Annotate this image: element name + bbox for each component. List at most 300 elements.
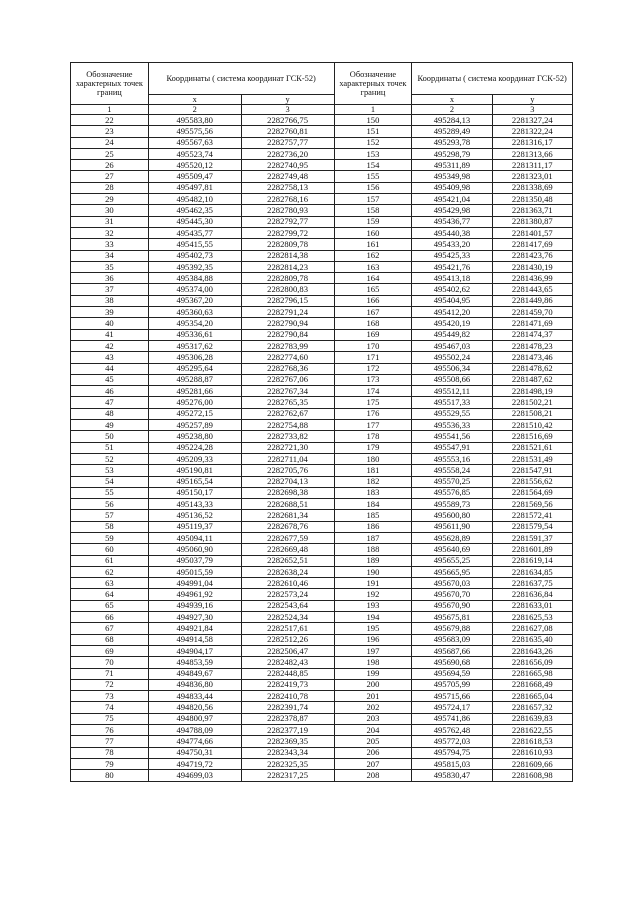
point-id-right: 198 bbox=[334, 657, 412, 668]
point-id-left: 68 bbox=[71, 634, 149, 645]
x-right: 495553,16 bbox=[412, 453, 492, 464]
point-id-left: 53 bbox=[71, 465, 149, 476]
point-id-right: 178 bbox=[334, 431, 412, 442]
x-right: 495420,19 bbox=[412, 318, 492, 329]
x-left: 495272,15 bbox=[148, 408, 241, 419]
x-left: 495281,66 bbox=[148, 386, 241, 397]
point-id-left: 67 bbox=[71, 623, 149, 634]
x-right: 495402,62 bbox=[412, 284, 492, 295]
point-id-right: 172 bbox=[334, 363, 412, 374]
point-id-right: 171 bbox=[334, 352, 412, 363]
point-id-right: 169 bbox=[334, 329, 412, 340]
x-left: 495238,80 bbox=[148, 431, 241, 442]
table-row bbox=[71, 420, 573, 431]
x-right: 495467,03 bbox=[412, 340, 492, 351]
table-row bbox=[71, 352, 573, 363]
table-row bbox=[71, 442, 573, 453]
x-right: 495815,03 bbox=[412, 758, 492, 769]
y-left: 2282790,84 bbox=[241, 329, 334, 340]
y-left: 2282757,77 bbox=[241, 137, 334, 148]
x-left: 495415,55 bbox=[148, 239, 241, 250]
point-id-left: 62 bbox=[71, 566, 149, 577]
point-id-right: 176 bbox=[334, 408, 412, 419]
point-id-right: 159 bbox=[334, 216, 412, 227]
y-right: 2281380,87 bbox=[492, 216, 572, 227]
x-right: 495640,69 bbox=[412, 544, 492, 555]
point-id-left: 59 bbox=[71, 532, 149, 543]
point-id-right: 206 bbox=[334, 747, 412, 758]
table-row bbox=[71, 487, 573, 498]
table-row bbox=[71, 329, 573, 340]
x-right: 495541,56 bbox=[412, 431, 492, 442]
point-id-right: 164 bbox=[334, 273, 412, 284]
x-right: 495715,66 bbox=[412, 691, 492, 702]
x-left: 494961,92 bbox=[148, 589, 241, 600]
column-number-1-right: 1 bbox=[334, 105, 412, 115]
point-id-left: 54 bbox=[71, 476, 149, 487]
x-right: 495421,04 bbox=[412, 194, 492, 205]
y-right: 2281327,24 bbox=[492, 115, 572, 126]
point-id-left: 23 bbox=[71, 126, 149, 137]
table-row bbox=[71, 386, 573, 397]
y-right: 2281572,41 bbox=[492, 510, 572, 521]
x-right: 495762,48 bbox=[412, 725, 492, 736]
x-left: 495583,80 bbox=[148, 115, 241, 126]
y-right: 2281610,93 bbox=[492, 747, 572, 758]
y-left: 2282573,24 bbox=[241, 589, 334, 600]
table-header-row bbox=[71, 63, 573, 95]
x-left: 495435,77 bbox=[148, 227, 241, 238]
y-right: 2281627,08 bbox=[492, 623, 572, 634]
point-id-right: 166 bbox=[334, 295, 412, 306]
point-id-right: 150 bbox=[334, 115, 412, 126]
point-id-left: 30 bbox=[71, 205, 149, 216]
table-row bbox=[71, 307, 573, 318]
point-id-right: 158 bbox=[334, 205, 412, 216]
table-row bbox=[71, 318, 573, 329]
x-left: 494750,31 bbox=[148, 747, 241, 758]
x-right: 495830,47 bbox=[412, 770, 492, 781]
y-right: 2281487,62 bbox=[492, 374, 572, 385]
y-right: 2281459,70 bbox=[492, 307, 572, 318]
coordinates-table bbox=[70, 62, 573, 782]
table-row bbox=[71, 499, 573, 510]
point-id-left: 79 bbox=[71, 758, 149, 769]
x-right: 495589,73 bbox=[412, 499, 492, 510]
table-row bbox=[71, 397, 573, 408]
point-id-left: 46 bbox=[71, 386, 149, 397]
x-right: 495289,49 bbox=[412, 126, 492, 137]
y-left: 2282524,34 bbox=[241, 612, 334, 623]
y-right: 2281449,86 bbox=[492, 295, 572, 306]
y-left: 2282705,76 bbox=[241, 465, 334, 476]
point-id-right: 152 bbox=[334, 137, 412, 148]
y-right: 2281601,89 bbox=[492, 544, 572, 555]
y-right: 2281656,09 bbox=[492, 657, 572, 668]
x-right: 495284,13 bbox=[412, 115, 492, 126]
y-right: 2281510,42 bbox=[492, 420, 572, 431]
point-id-right: 177 bbox=[334, 420, 412, 431]
y-right: 2281591,37 bbox=[492, 532, 572, 543]
table-row bbox=[71, 171, 573, 182]
y-left: 2282765,35 bbox=[241, 397, 334, 408]
point-id-right: 194 bbox=[334, 612, 412, 623]
x-left: 494853,59 bbox=[148, 657, 241, 668]
x-right: 495794,75 bbox=[412, 747, 492, 758]
point-id-right: 208 bbox=[334, 770, 412, 781]
point-id-left: 58 bbox=[71, 521, 149, 532]
y-left: 2282814,38 bbox=[241, 250, 334, 261]
x-right: 495436,77 bbox=[412, 216, 492, 227]
point-id-right: 180 bbox=[334, 453, 412, 464]
table-row bbox=[71, 521, 573, 532]
x-left: 495497,81 bbox=[148, 182, 241, 193]
y-right: 2281643,26 bbox=[492, 645, 572, 656]
point-id-right: 185 bbox=[334, 510, 412, 521]
point-id-left: 33 bbox=[71, 239, 149, 250]
y-left: 2282799,72 bbox=[241, 227, 334, 238]
table-row bbox=[71, 612, 573, 623]
y-right: 2281471,69 bbox=[492, 318, 572, 329]
point-id-right: 155 bbox=[334, 171, 412, 182]
y-left: 2282512,26 bbox=[241, 634, 334, 645]
table-row bbox=[71, 691, 573, 702]
x-right: 495600,80 bbox=[412, 510, 492, 521]
x-right: 495404,95 bbox=[412, 295, 492, 306]
table-row bbox=[71, 205, 573, 216]
point-id-left: 22 bbox=[71, 115, 149, 126]
table-row bbox=[71, 182, 573, 193]
point-id-right: 183 bbox=[334, 487, 412, 498]
table-row bbox=[71, 126, 573, 137]
x-left: 495015,59 bbox=[148, 566, 241, 577]
x-right: 495628,89 bbox=[412, 532, 492, 543]
table-row bbox=[71, 623, 573, 634]
y-left: 2282768,36 bbox=[241, 363, 334, 374]
column-number-2-right: 2 bbox=[412, 105, 492, 115]
x-right: 495724,17 bbox=[412, 702, 492, 713]
table-row bbox=[71, 532, 573, 543]
y-right: 2281564,69 bbox=[492, 487, 572, 498]
point-id-right: 168 bbox=[334, 318, 412, 329]
y-right: 2281350,48 bbox=[492, 194, 572, 205]
y-left: 2282377,19 bbox=[241, 725, 334, 736]
x-right: 495449,82 bbox=[412, 329, 492, 340]
table-row bbox=[71, 544, 573, 555]
y-left: 2282610,46 bbox=[241, 578, 334, 589]
point-id-right: 182 bbox=[334, 476, 412, 487]
x-left: 495150,17 bbox=[148, 487, 241, 498]
point-id-left: 24 bbox=[71, 137, 149, 148]
point-id-left: 48 bbox=[71, 408, 149, 419]
y-left: 2282762,67 bbox=[241, 408, 334, 419]
y-right: 2281531,49 bbox=[492, 453, 572, 464]
point-id-left: 51 bbox=[71, 442, 149, 453]
x-header-left: x bbox=[148, 95, 241, 105]
x-right: 495429,98 bbox=[412, 205, 492, 216]
table-row bbox=[71, 758, 573, 769]
x-left: 494849,67 bbox=[148, 668, 241, 679]
x-right: 495687,66 bbox=[412, 645, 492, 656]
point-id-right: 188 bbox=[334, 544, 412, 555]
x-left: 495306,28 bbox=[148, 352, 241, 363]
x-right: 495440,38 bbox=[412, 227, 492, 238]
x-left: 494774,66 bbox=[148, 736, 241, 747]
y-right: 2281502,21 bbox=[492, 397, 572, 408]
point-id-left: 74 bbox=[71, 702, 149, 713]
table-row bbox=[71, 227, 573, 238]
x-left: 495336,61 bbox=[148, 329, 241, 340]
x-left: 495037,79 bbox=[148, 555, 241, 566]
table-row bbox=[71, 465, 573, 476]
y-right: 2281423,76 bbox=[492, 250, 572, 261]
x-right: 495413,18 bbox=[412, 273, 492, 284]
column-number-3-right: 3 bbox=[492, 105, 572, 115]
y-left: 2282517,61 bbox=[241, 623, 334, 634]
point-id-left: 56 bbox=[71, 499, 149, 510]
y-left: 2282378,87 bbox=[241, 713, 334, 724]
y-left: 2282733,82 bbox=[241, 431, 334, 442]
point-id-right: 195 bbox=[334, 623, 412, 634]
point-id-left: 26 bbox=[71, 160, 149, 171]
point-label-header-left: Обозначение характерных точек границ bbox=[71, 63, 149, 105]
x-left: 495136,52 bbox=[148, 510, 241, 521]
table-row bbox=[71, 453, 573, 464]
y-left: 2282419,73 bbox=[241, 679, 334, 690]
x-right: 495741,86 bbox=[412, 713, 492, 724]
point-id-left: 64 bbox=[71, 589, 149, 600]
y-left: 2282767,34 bbox=[241, 386, 334, 397]
table-row bbox=[71, 216, 573, 227]
y-right: 2281618,53 bbox=[492, 736, 572, 747]
point-id-right: 179 bbox=[334, 442, 412, 453]
table-row bbox=[71, 273, 573, 284]
x-right: 495690,68 bbox=[412, 657, 492, 668]
x-left: 495509,47 bbox=[148, 171, 241, 182]
x-left: 495060,90 bbox=[148, 544, 241, 555]
x-right: 495508,66 bbox=[412, 374, 492, 385]
x-left: 495445,30 bbox=[148, 216, 241, 227]
y-left: 2282768,16 bbox=[241, 194, 334, 205]
y-left: 2282766,75 bbox=[241, 115, 334, 126]
x-left: 495567,63 bbox=[148, 137, 241, 148]
x-right: 495311,89 bbox=[412, 160, 492, 171]
table-row bbox=[71, 261, 573, 272]
point-id-right: 151 bbox=[334, 126, 412, 137]
point-id-left: 76 bbox=[71, 725, 149, 736]
table-row bbox=[71, 374, 573, 385]
point-id-left: 63 bbox=[71, 578, 149, 589]
x-right: 495547,91 bbox=[412, 442, 492, 453]
x-left: 494820,56 bbox=[148, 702, 241, 713]
point-id-left: 69 bbox=[71, 645, 149, 656]
y-left: 2282543,64 bbox=[241, 600, 334, 611]
x-left: 495165,54 bbox=[148, 476, 241, 487]
table-row bbox=[71, 340, 573, 351]
y-right: 2281639,83 bbox=[492, 713, 572, 724]
table-row bbox=[71, 679, 573, 690]
y-right: 2281633,01 bbox=[492, 600, 572, 611]
point-id-right: 181 bbox=[334, 465, 412, 476]
y-left: 2282448,85 bbox=[241, 668, 334, 679]
point-id-left: 43 bbox=[71, 352, 149, 363]
point-id-left: 32 bbox=[71, 227, 149, 238]
point-id-right: 203 bbox=[334, 713, 412, 724]
y-left: 2282758,13 bbox=[241, 182, 334, 193]
x-left: 495520,12 bbox=[148, 160, 241, 171]
x-left: 495288,87 bbox=[148, 374, 241, 385]
table-row bbox=[71, 115, 573, 126]
y-left: 2282369,35 bbox=[241, 736, 334, 747]
point-id-right: 192 bbox=[334, 589, 412, 600]
table-row bbox=[71, 634, 573, 645]
y-right: 2281521,61 bbox=[492, 442, 572, 453]
table-row bbox=[71, 657, 573, 668]
x-right: 495665,95 bbox=[412, 566, 492, 577]
point-id-right: 165 bbox=[334, 284, 412, 295]
point-id-left: 72 bbox=[71, 679, 149, 690]
y-right: 2281508,21 bbox=[492, 408, 572, 419]
y-left: 2282809,78 bbox=[241, 273, 334, 284]
y-left: 2282749,48 bbox=[241, 171, 334, 182]
x-right: 495421,76 bbox=[412, 261, 492, 272]
y-left: 2282783,99 bbox=[241, 340, 334, 351]
point-id-right: 163 bbox=[334, 261, 412, 272]
x-right: 495611,90 bbox=[412, 521, 492, 532]
point-id-left: 71 bbox=[71, 668, 149, 679]
point-id-left: 34 bbox=[71, 250, 149, 261]
point-id-right: 175 bbox=[334, 397, 412, 408]
point-id-right: 191 bbox=[334, 578, 412, 589]
column-number-3-left: 3 bbox=[241, 105, 334, 115]
x-left: 495402,73 bbox=[148, 250, 241, 261]
point-id-right: 202 bbox=[334, 702, 412, 713]
point-id-left: 38 bbox=[71, 295, 149, 306]
table-row bbox=[71, 736, 573, 747]
x-left: 495257,89 bbox=[148, 420, 241, 431]
x-left: 495190,81 bbox=[148, 465, 241, 476]
point-id-left: 55 bbox=[71, 487, 149, 498]
table-row bbox=[71, 725, 573, 736]
x-right: 495670,70 bbox=[412, 589, 492, 600]
y-left: 2282698,38 bbox=[241, 487, 334, 498]
y-right: 2281665,98 bbox=[492, 668, 572, 679]
table-row bbox=[71, 645, 573, 656]
y-right: 2281338,69 bbox=[492, 182, 572, 193]
point-id-right: 204 bbox=[334, 725, 412, 736]
y-right: 2281474,37 bbox=[492, 329, 572, 340]
x-left: 495360,63 bbox=[148, 307, 241, 318]
table-row bbox=[71, 747, 573, 758]
point-id-right: 162 bbox=[334, 250, 412, 261]
y-header-left: y bbox=[241, 95, 334, 105]
x-right: 495772,03 bbox=[412, 736, 492, 747]
point-id-right: 153 bbox=[334, 148, 412, 159]
x-right: 495409,98 bbox=[412, 182, 492, 193]
table-row bbox=[71, 702, 573, 713]
x-left: 495392,35 bbox=[148, 261, 241, 272]
table-row bbox=[71, 160, 573, 171]
y-left: 2282669,48 bbox=[241, 544, 334, 555]
point-id-right: 186 bbox=[334, 521, 412, 532]
x-left: 495575,56 bbox=[148, 126, 241, 137]
y-right: 2281516,69 bbox=[492, 431, 572, 442]
y-right: 2281316,17 bbox=[492, 137, 572, 148]
point-id-right: 161 bbox=[334, 239, 412, 250]
y-right: 2281322,24 bbox=[492, 126, 572, 137]
x-left: 494788,09 bbox=[148, 725, 241, 736]
point-id-left: 57 bbox=[71, 510, 149, 521]
y-right: 2281473,46 bbox=[492, 352, 572, 363]
x-left: 494921,84 bbox=[148, 623, 241, 634]
point-id-left: 45 bbox=[71, 374, 149, 385]
x-left: 495317,62 bbox=[148, 340, 241, 351]
x-left: 494719,72 bbox=[148, 758, 241, 769]
y-left: 2282792,77 bbox=[241, 216, 334, 227]
table-row bbox=[71, 295, 573, 306]
x-right: 495670,90 bbox=[412, 600, 492, 611]
point-id-right: 184 bbox=[334, 499, 412, 510]
table-row bbox=[71, 408, 573, 419]
y-left: 2282711,04 bbox=[241, 453, 334, 464]
table-row bbox=[71, 363, 573, 374]
table-row bbox=[71, 431, 573, 442]
x-left: 494991,04 bbox=[148, 578, 241, 589]
y-right: 2281547,91 bbox=[492, 465, 572, 476]
x-left: 495094,11 bbox=[148, 532, 241, 543]
point-id-left: 78 bbox=[71, 747, 149, 758]
y-right: 2281478,23 bbox=[492, 340, 572, 351]
table-row bbox=[71, 555, 573, 566]
y-left: 2282760,81 bbox=[241, 126, 334, 137]
column-number-1-left: 1 bbox=[71, 105, 149, 115]
x-left: 495482,10 bbox=[148, 194, 241, 205]
y-left: 2282800,83 bbox=[241, 284, 334, 295]
point-id-right: 196 bbox=[334, 634, 412, 645]
x-left: 495276,00 bbox=[148, 397, 241, 408]
y-right: 2281657,32 bbox=[492, 702, 572, 713]
x-left: 494833,44 bbox=[148, 691, 241, 702]
y-right: 2281498,19 bbox=[492, 386, 572, 397]
point-id-left: 50 bbox=[71, 431, 149, 442]
table-row bbox=[71, 770, 573, 781]
y-right: 2281478,62 bbox=[492, 363, 572, 374]
x-left: 495367,20 bbox=[148, 295, 241, 306]
x-left: 495523,74 bbox=[148, 148, 241, 159]
x-right: 495529,55 bbox=[412, 408, 492, 419]
y-left: 2282754,88 bbox=[241, 420, 334, 431]
point-id-right: 173 bbox=[334, 374, 412, 385]
point-id-right: 170 bbox=[334, 340, 412, 351]
y-right: 2281635,40 bbox=[492, 634, 572, 645]
point-id-left: 27 bbox=[71, 171, 149, 182]
x-left: 494939,16 bbox=[148, 600, 241, 611]
y-left: 2282391,74 bbox=[241, 702, 334, 713]
y-left: 2282721,30 bbox=[241, 442, 334, 453]
y-right: 2281430,19 bbox=[492, 261, 572, 272]
point-id-left: 75 bbox=[71, 713, 149, 724]
point-id-right: 201 bbox=[334, 691, 412, 702]
y-left: 2282814,23 bbox=[241, 261, 334, 272]
point-id-right: 187 bbox=[334, 532, 412, 543]
point-id-left: 70 bbox=[71, 657, 149, 668]
table-row bbox=[71, 476, 573, 487]
x-right: 495536,33 bbox=[412, 420, 492, 431]
table-row bbox=[71, 284, 573, 295]
x-left: 495374,00 bbox=[148, 284, 241, 295]
y-left: 2282677,59 bbox=[241, 532, 334, 543]
x-left: 494927,30 bbox=[148, 612, 241, 623]
